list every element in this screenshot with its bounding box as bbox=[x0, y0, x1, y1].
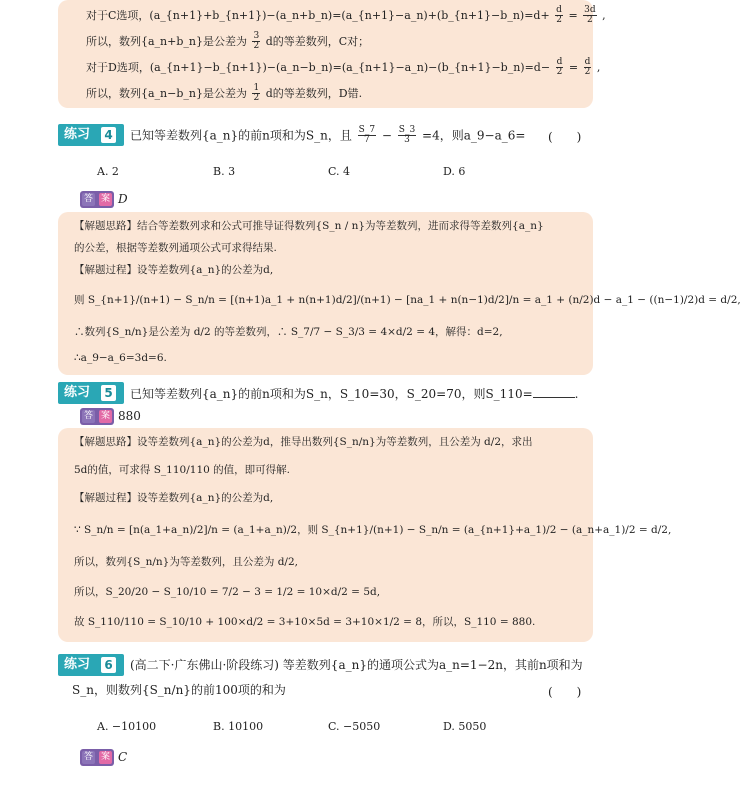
ex4-solution-process-3: ∴数列{S_n/n}是公差为 d/2 的等差数列，∴ S_7/7 − S_3/3 = 4×d/2 = 4，解得：d=2, bbox=[74, 326, 503, 338]
exercise-6-answer-paren: ( ) bbox=[548, 685, 582, 699]
exercise-4-option-c[interactable]: C. 4 bbox=[328, 165, 351, 178]
exercise-5-answer: 880 bbox=[118, 409, 141, 423]
ex5-solution-process-4: 所以，S_20/20 − S_10/10 = 7/2 − 3 = 1/2 = 10×d/2 = 5d, bbox=[74, 586, 381, 598]
solution-line-c: 对于C选项，(a_{n+1}+b_{n+1})−(a_n+b_n)=(a_{n+1}−a_n)+(b_{n+1}−b_n)=d+ $\frac{d}{2}$ = $\frac{3d}{2}$ , bbox=[86, 5, 606, 26]
answer-badge: 答 案 bbox=[80, 408, 114, 425]
answer-badge: 答 案 bbox=[80, 191, 114, 208]
solution-line-d-conclusion: 所以，数列{a_n−b_n}是公差为 $\frac{1}{2}$ d的等差数列，D错. bbox=[86, 83, 363, 104]
exercise-4-option-a[interactable]: A. 2 bbox=[97, 165, 119, 178]
exercise-4-option-d[interactable]: D. 6 bbox=[443, 165, 466, 178]
exercise-6-option-b[interactable]: B. 10100 bbox=[213, 720, 264, 733]
answer-blank[interactable] bbox=[533, 387, 575, 398]
exercise-4-option-b[interactable]: B. 3 bbox=[213, 165, 236, 178]
solution-line-c-conclusion: 所以，数列{a_n+b_n}是公差为 $\frac{3}{2}$ d的等差数列，C对； bbox=[86, 31, 370, 52]
exercise-6-stem-line-1: (高二下·广东佛山·阶段练习) 等差数列{a_n}的通项公式为a_n=1−2n，其前n项和为 bbox=[130, 658, 583, 672]
answer-badge: 答 案 bbox=[80, 749, 114, 766]
ex5-solution-idea-2: 5d的值，可求得 S_110/110 的值，即可得解. bbox=[74, 464, 290, 476]
ex5-solution-idea-1: 【解题思路】设等差数列{a_n}的公差为d，推导出数列{S_n/n}为等差数列，且公差为 d/2，求出 bbox=[74, 436, 533, 448]
fraction: $\frac{d}{2}$ bbox=[584, 57, 591, 78]
exercise-5-stem: 已知等差数列{a_n}的前n项和为S_n，S_10=30，S_20=70，则S_110= . bbox=[130, 387, 579, 401]
solution-panel-top bbox=[58, 0, 606, 108]
exercise-6-tag: 练习 6 bbox=[58, 654, 124, 676]
fraction: $\frac{S\_7}{7}$ bbox=[358, 125, 376, 146]
exercise-5-tag: 练习 5 bbox=[58, 382, 124, 404]
fraction: $\frac{3}{2}$ bbox=[253, 31, 260, 52]
ex4-solution-process-2: 则 S_{n+1}/(n+1) − S_n/n = [(n+1)a_1 + n(n+1)d/2]/(n+1) − [na_1 + n(n−1)d/2]/n = a_1 + (n/2)d − a_1 − ((n−1)/2)d = d/2, bbox=[74, 294, 741, 306]
exercise-4-answer: D bbox=[118, 192, 128, 206]
exercise-6-option-a[interactable]: A. −10100 bbox=[97, 720, 157, 733]
text: 对于C选项，(a_{n+1}+b_{n+1})−(a_n+b_n)=(a_{n+1}−a_n)+(b_{n+1}−b_n)=d+ bbox=[86, 8, 550, 22]
fraction: $\frac{d}{2}$ bbox=[556, 57, 563, 78]
exercise-6-answer: C bbox=[118, 750, 128, 764]
exercise-4-tag: 练习 4 bbox=[58, 124, 124, 146]
exercise-6-stem-line-2: S_n，则数列{S_n/n}的前100项的和为 bbox=[72, 683, 286, 697]
ex5-solution-process-3: 所以，数列{S_n/n}为等差数列，且公差为 d/2, bbox=[74, 556, 298, 568]
exercise-4-solution-panel bbox=[58, 212, 741, 375]
exercise-6-option-d[interactable]: D. 5050 bbox=[443, 720, 487, 733]
exercise-4-stem: 已知等差数列{a_n}的前n项和为S_n，且 $\frac{S\_7}{7}$ − $\frac{S\_3}{3}$ =4，则a_9−a_6= bbox=[130, 125, 526, 146]
exercise-5-solution-panel bbox=[58, 428, 672, 642]
solution-line-d: 对于D选项，(a_{n+1}−b_{n+1})−(a_n−b_n)=(a_{n+1}−a_n)−(b_{n+1}−b_n)=d− $\frac{d}{2}$ = $\frac{d}{2}$ , bbox=[86, 57, 601, 78]
ex4-solution-process-4: ∴a_9−a_6=3d=6. bbox=[74, 352, 167, 364]
ex4-solution-process-1: 【解题过程】设等差数列{a_n}的公差为d, bbox=[74, 264, 274, 276]
ex5-solution-process-2: ∵ S_n/n = [n(a_1+a_n)/2]/n = (a_1+a_n)/2，则 S_{n+1}/(n+1) − S_n/n = (a_{n+1}+a_1)/2 − (a_n+a_1)/2 = d/2, bbox=[74, 524, 672, 536]
ex5-solution-process-5: 故 S_110/110 = S_10/10 + 100×d/2 = 3+10×5d = 3+10×1/2 = 8，所以，S_110 = 880. bbox=[74, 616, 536, 628]
ex4-solution-idea-1: 【解题思路】结合等差数列求和公式可推导证得数列{S_n / n}为等差数列，进而求得等差数列{a_n} bbox=[74, 220, 544, 232]
ex5-solution-process-1: 【解题过程】设等差数列{a_n}的公差为d, bbox=[74, 492, 274, 504]
fraction: $\frac{3d}{2}$ bbox=[584, 5, 596, 26]
exercise-6-option-c[interactable]: C. −5050 bbox=[328, 720, 381, 733]
fraction: $\frac{S\_3}{3}$ bbox=[398, 125, 416, 146]
ex4-solution-idea-2: 的公差，根据等差数列通项公式可求得结果. bbox=[74, 242, 277, 254]
fraction: $\frac{1}{2}$ bbox=[253, 83, 260, 104]
fraction: $\frac{d}{2}$ bbox=[556, 5, 562, 26]
exercise-4-answer-paren: ( ) bbox=[548, 130, 582, 144]
